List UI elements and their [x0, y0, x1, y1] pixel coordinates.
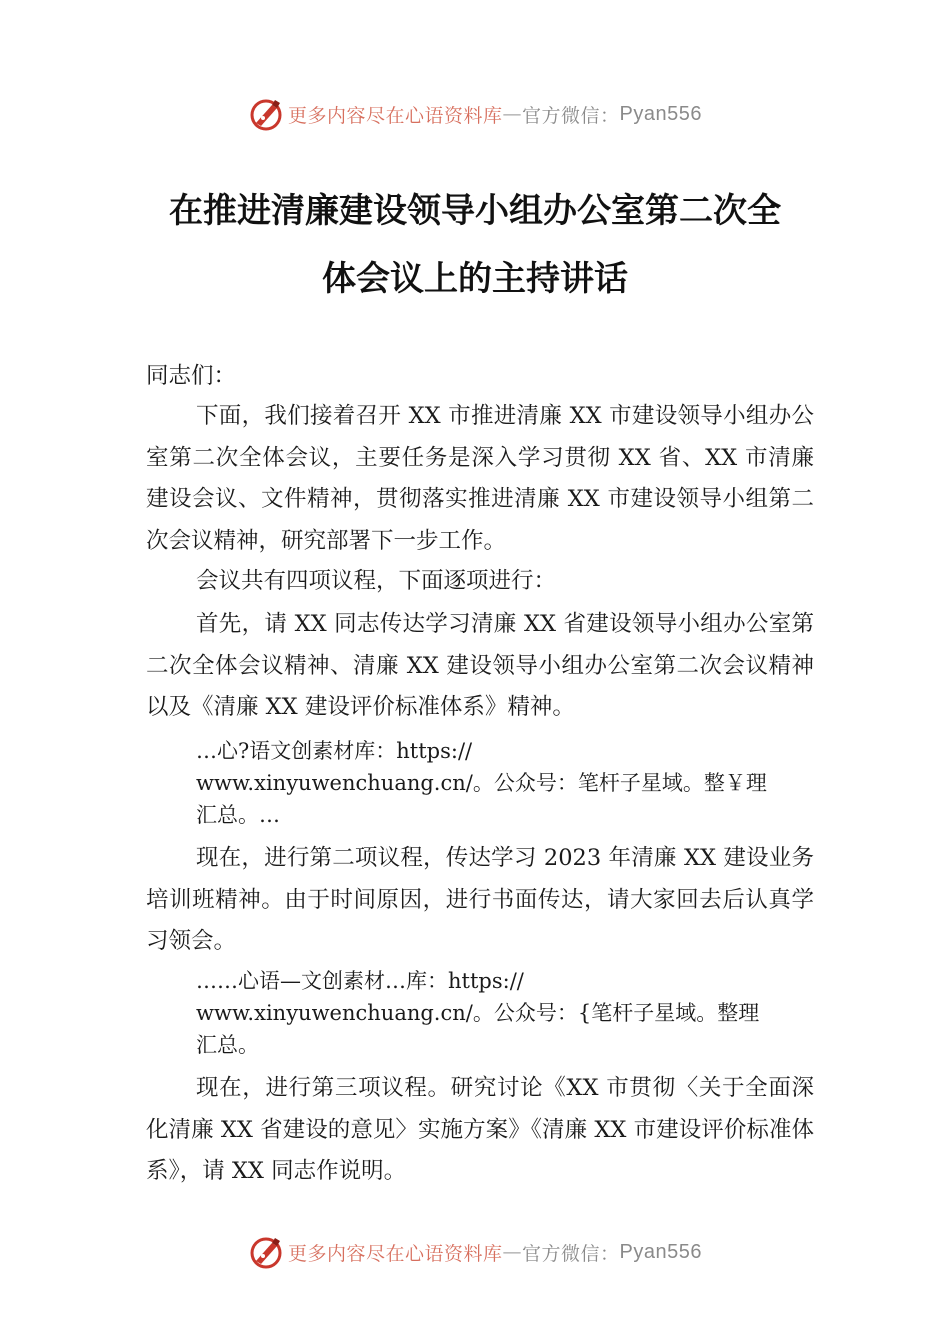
note-1-line-2: www.xinyuwenchuang.cn/。公众号：笔杆子星域。整￥理 — [196, 771, 767, 795]
salutation: 同志们： — [146, 363, 237, 389]
paragraph-2: 会议共有四项议程，下面逐项进行： — [196, 568, 557, 594]
banner-wechat-id: Pyan556 — [619, 102, 702, 125]
document-title-line-2: 体会议上的主持讲话 — [322, 259, 628, 299]
banner-wechat-id: Pyan556 — [619, 1240, 702, 1263]
banner-dash: — — [502, 1241, 523, 1263]
banner-wechat-label: 官方微信： — [522, 1242, 620, 1265]
watermark-note-1 — [196, 735, 836, 831]
banner-wechat-label: 官方微信： — [522, 104, 620, 127]
watermark-note-2 — [196, 965, 836, 1061]
banner-dash: — — [502, 103, 523, 125]
note-2-line-1: ……心语—文创素材…库：https:// — [196, 969, 524, 993]
paragraph-4: 现在，进行第二项议程，传达学习 2023 年清廉 XX 建设业务培训班精神。由于时间原因，进行书面传达，请大家回去后认真学习领会。 — [146, 845, 814, 954]
note-2-line-2: www.xinyuwenchuang.cn/。公众号：{笔杆子星域。整理 — [196, 1001, 760, 1025]
pen-logo-icon — [248, 96, 284, 132]
pen-logo-icon — [248, 1234, 284, 1270]
header-watermark-banner — [0, 94, 950, 134]
paragraph-1: 下面，我们接着召开 XX 市推进清廉 XX 市建设领导小组办公室第二次全体会议，主要任务是深入学习贯彻 XX 省、XX 市清廉建设会议、文件精神，贯彻落实推进清廉 XX 市建设领导小组第二次会议精神，研究部署下一步工作。 — [146, 403, 814, 554]
note-2-line-3: 汇总。 — [196, 1033, 259, 1057]
note-1-line-3: 汇总。… — [196, 803, 280, 827]
paragraph-5: 现在，进行第三项议程。研究讨论《XX 市贯彻〈关于全面深化清廉 XX 省建设的意见〉实施方案》《清廉 XX 市建设评价标准体系》，请 XX 同志作说明。 — [146, 1075, 814, 1184]
paragraph-3: 首先，请 XX 同志传达学习清廉 XX 省建设领导小组办公室第二次全体会议精神、清廉 XX 建设领导小组办公室第二次会议精神以及《清廉 XX 建设评价标准体系》精神。 — [146, 611, 814, 720]
document-title-line-1: 在推进清廉建设领导小组办公室第二次全 — [169, 191, 781, 231]
note-1-line-1: …心?语文创素材库：https:// — [196, 739, 473, 763]
footer-watermark-banner — [0, 1232, 950, 1272]
banner-main-text: 更多内容尽在心语资料库 — [288, 1242, 503, 1265]
banner-main-text: 更多内容尽在心语资料库 — [288, 104, 503, 127]
